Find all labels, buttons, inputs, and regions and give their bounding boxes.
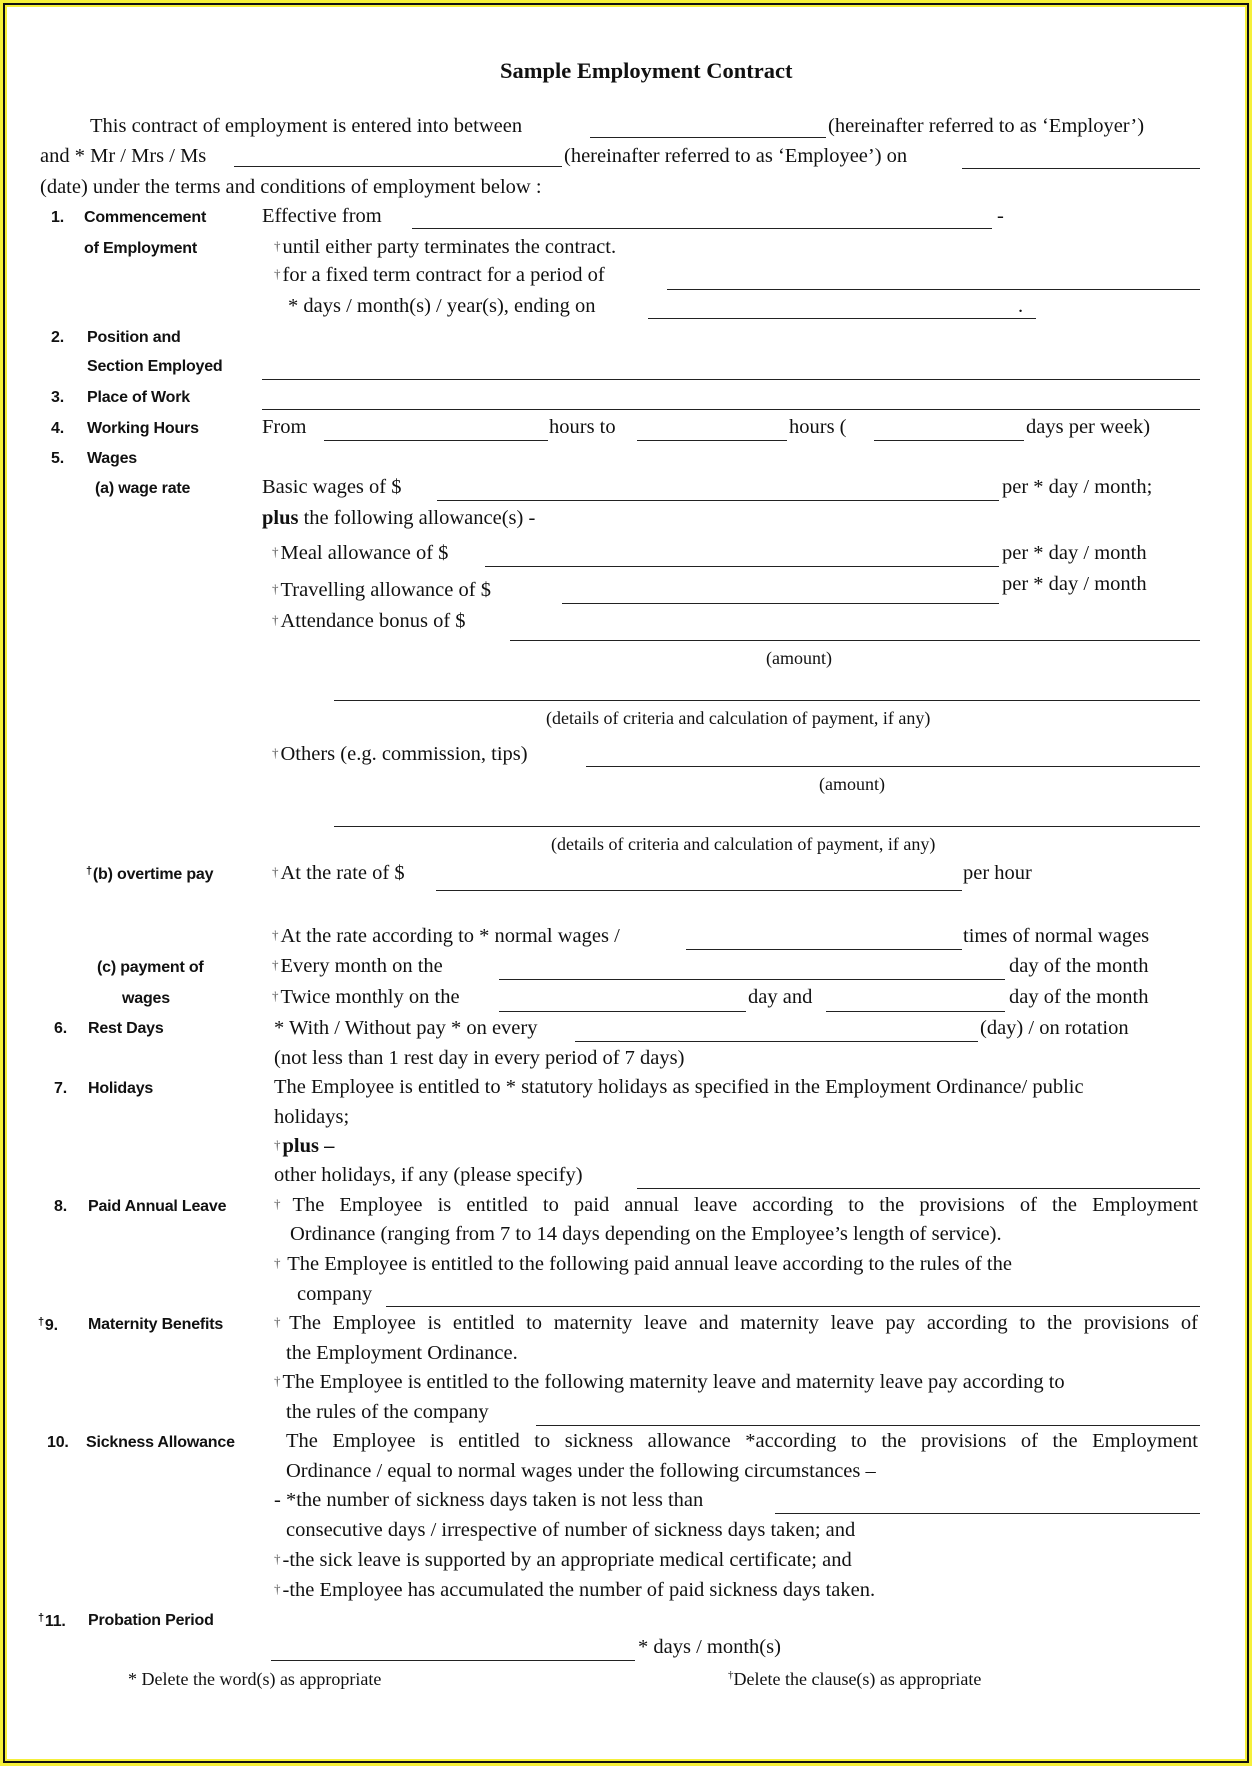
hours-to-text: hours to [549,416,616,438]
section-9-number: †9. [38,1316,58,1334]
document-title: Sample Employment Contract [500,58,793,83]
holidays-line2: holidays; [274,1106,350,1128]
company-annual-leave-field[interactable] [386,1306,1200,1307]
dagger-icon: † [272,927,279,942]
every-month-day-field[interactable] [499,979,1005,980]
section-6-number: 6. [54,1020,67,1037]
until-terminated-clause: †until either party terminates the contract. [274,236,617,258]
employee-name-field[interactable] [234,166,562,167]
intro-line2-text: and * Mr / Mrs / Ms [40,145,207,167]
intro-employer-ref: (hereinafter referred to as ‘Employer’) [828,115,1145,137]
footnote-asterisk: * Delete the word(s) as appropriate [128,1669,382,1689]
twice-monthly-mid: day and [748,986,813,1008]
dagger-icon: † [272,957,279,972]
intro-employee-ref: (hereinafter referred to as ‘Employee’) on [564,145,908,167]
basic-wages-field[interactable] [437,500,999,501]
dagger-icon: † [274,238,281,253]
overtime-multiplier-field[interactable] [686,949,962,950]
position-field[interactable] [262,379,1200,380]
hours-from-text: From [262,416,307,438]
section-2-number: 2. [51,329,64,346]
section-9-label: Maternity Benefits [88,1316,224,1333]
dagger-icon: † [728,1669,734,1681]
holidays-line1: The Employee is entitled to * statutory holidays as specified in the Employment Ordinance/ public [274,1076,1084,1098]
dagger-icon: † [274,1551,281,1566]
dagger-icon: † [272,612,279,627]
section-11-number: †11. [38,1612,66,1630]
others-amount-caption: (amount) [819,774,885,794]
sickness-days-field[interactable] [775,1513,1200,1514]
overtime-rate-field[interactable] [436,890,962,891]
maternity-company-clause: †The Employee is entitled to the following maternity leave and maternity leave pay according to [274,1371,1065,1393]
travel-allowance-suffix: per * day / month [1002,573,1147,595]
dagger-icon: † [86,865,92,877]
dagger-icon: † [272,864,279,879]
annual-leave-statutory-clause: †The Employee is entitled to paid annual leave according to the provisions of the Employment [274,1194,1198,1216]
every-month-suffix: day of the month [1009,955,1149,977]
section-5-label: Wages [87,450,137,467]
effective-from-dash: - [997,205,1004,227]
section-5c-label-2: wages [122,990,170,1007]
sickness-line1: The Employee is entitled to sickness allowance *according to the provisions of the Employment [286,1430,1198,1452]
rest-days-text: * With / Without pay * on every [274,1017,538,1039]
maternity-statutory-clause: †The Employee is entitled to maternity leave and maternity leave pay according to the provisions of [274,1312,1199,1334]
section-2-label-2: Section Employed [87,358,223,375]
rest-days-note: (not less than 1 rest day in every period of 7 days) [274,1047,685,1069]
rest-days-suffix: (day) / on rotation [980,1017,1129,1039]
section-7-number: 7. [54,1080,67,1097]
hours-from-field[interactable] [324,440,548,441]
intro-line3-text: (date) under the terms and conditions of employment below : [40,176,542,198]
travel-allowance-field[interactable] [562,603,999,604]
others-amount-field[interactable] [586,766,1200,767]
overtime-rate-text: †At the rate of $ [272,862,405,884]
days-per-week-text: days per week) [1026,416,1151,438]
annual-leave-statutory-line2: Ordinance (ranging from 7 to 14 days depending on the Employee’s length of service). [290,1223,1002,1245]
section-5a-label: (a) wage rate [95,480,191,497]
section-4-label: Working Hours [87,420,199,437]
sickness-line4: consecutive days / irrespective of number of sickness days taken; and [286,1519,856,1541]
fixed-term-period-field[interactable] [667,289,1200,290]
others-details-caption: (details of criteria and calculation of payment, if any) [551,834,936,854]
footnote-dagger: †Delete the clause(s) as appropriate [728,1669,982,1689]
overtime-rate-suffix: per hour [963,862,1032,884]
section-1-label-2: of Employment [84,240,197,257]
twice-monthly-text: †Twice monthly on the [272,986,460,1008]
other-holidays-text: other holidays, if any (please specify) [274,1164,583,1186]
section-5b-label: †(b) overtime pay [86,865,214,883]
section-11-label: Probation Period [88,1612,214,1629]
section-6-label: Rest Days [88,1020,164,1037]
section-3-label: Place of Work [87,389,190,406]
fixed-term-clause: †for a fixed term contract for a period of [274,264,605,286]
twice-monthly-suffix: day of the month [1009,986,1149,1008]
section-5c-label: (c) payment of [97,959,204,976]
meal-allowance-suffix: per * day / month [1002,542,1147,564]
dagger-icon: † [272,544,279,559]
hours-to-field[interactable] [637,440,787,441]
section-3-number: 3. [51,389,64,406]
twice-monthly-second-day-field[interactable] [826,1011,1005,1012]
dagger-icon: † [274,266,281,281]
attendance-bonus-details-field[interactable] [334,700,1200,701]
employer-name-field[interactable] [590,137,826,138]
probation-suffix: * days / month(s) [638,1636,781,1658]
others-allowance-text: †Others (e.g. commission, tips) [272,743,528,765]
effective-from-field[interactable] [412,228,992,229]
fixed-term-end-date-field[interactable] [648,318,1036,319]
rest-day-field[interactable] [575,1041,978,1042]
dagger-icon: † [274,1373,281,1388]
dagger-icon: † [274,1196,291,1211]
section-10-number: 10. [47,1434,69,1451]
annual-leave-company-clause: † The Employee is entitled to the following paid annual leave according to the rules of the [274,1253,1012,1275]
overtime-according-suffix: times of normal wages [963,925,1150,947]
contract-date-field[interactable] [962,168,1200,169]
attendance-details-caption: (details of criteria and calculation of payment, if any) [546,708,931,728]
maternity-statutory-line2: the Employment Ordinance. [286,1342,518,1364]
plus-allowances-text: plus the following allowance(s) - [262,507,536,529]
attendance-amount-caption: (amount) [766,648,832,668]
dagger-icon: † [38,1612,44,1624]
dagger-icon: † [272,745,279,760]
sickness-line5: †-the sick leave is supported by an appropriate medical certificate; and [274,1549,852,1571]
dagger-icon: † [38,1316,44,1328]
fixed-term-ending-text: * days / month(s) / year(s), ending on [288,295,596,317]
holidays-plus: †plus – [274,1135,335,1157]
section-7-label: Holidays [88,1080,154,1097]
probation-period-field[interactable] [271,1660,635,1661]
dagger-icon: † [272,988,279,1003]
others-details-field[interactable] [334,826,1200,827]
section-1-number: 1. [51,209,64,226]
section-8-number: 8. [54,1198,67,1215]
twice-monthly-first-day-field[interactable] [499,1011,746,1012]
dagger-icon: † [274,1314,288,1329]
maternity-company-line2: the rules of the company [286,1401,489,1423]
basic-wages-suffix: per * day / month; [1002,476,1153,498]
other-holidays-field[interactable] [637,1188,1200,1189]
travel-allowance-text: †Travelling allowance of $ [272,579,491,601]
section-5-number: 5. [51,450,64,467]
dagger-icon: † [274,1255,281,1270]
dagger-icon: † [274,1137,281,1152]
ending-period: . [1018,295,1024,317]
every-month-text: †Every month on the [272,955,443,977]
meal-allowance-field[interactable] [485,566,999,567]
section-8-label: Paid Annual Leave [88,1198,227,1215]
section-1-label: Commencement [84,209,207,226]
dagger-icon: † [274,1581,281,1596]
basic-wages-text: Basic wages of $ [262,476,402,498]
attendance-bonus-text: †Attendance bonus of $ [272,610,466,632]
intro-line1-text: This contract of employment is entered into between [90,115,523,137]
sickness-line3: - *the number of sickness days taken is not less than [274,1489,704,1511]
attendance-bonus-amount-field[interactable] [510,640,1200,641]
section-4-number: 4. [51,420,64,437]
effective-from-text: Effective from [262,205,382,227]
place-of-work-field[interactable] [262,409,1200,410]
sickness-line2: Ordinance / equal to normal wages under the following circumstances – [286,1460,876,1482]
days-per-week-field[interactable] [874,440,1024,441]
section-10-label: Sickness Allowance [86,1434,235,1451]
hours-paren-text: hours ( [789,416,847,438]
annual-leave-company-line2: company [297,1283,373,1305]
overtime-according-text: †At the rate according to * normal wages / [272,925,620,947]
sickness-line6: †-the Employee has accumulated the number of paid sickness days taken. [274,1579,876,1601]
company-maternity-field[interactable] [536,1425,1200,1426]
section-2-label: Position and [87,329,181,346]
meal-allowance-text: †Meal allowance of $ [272,542,449,564]
dagger-icon: † [272,581,279,596]
